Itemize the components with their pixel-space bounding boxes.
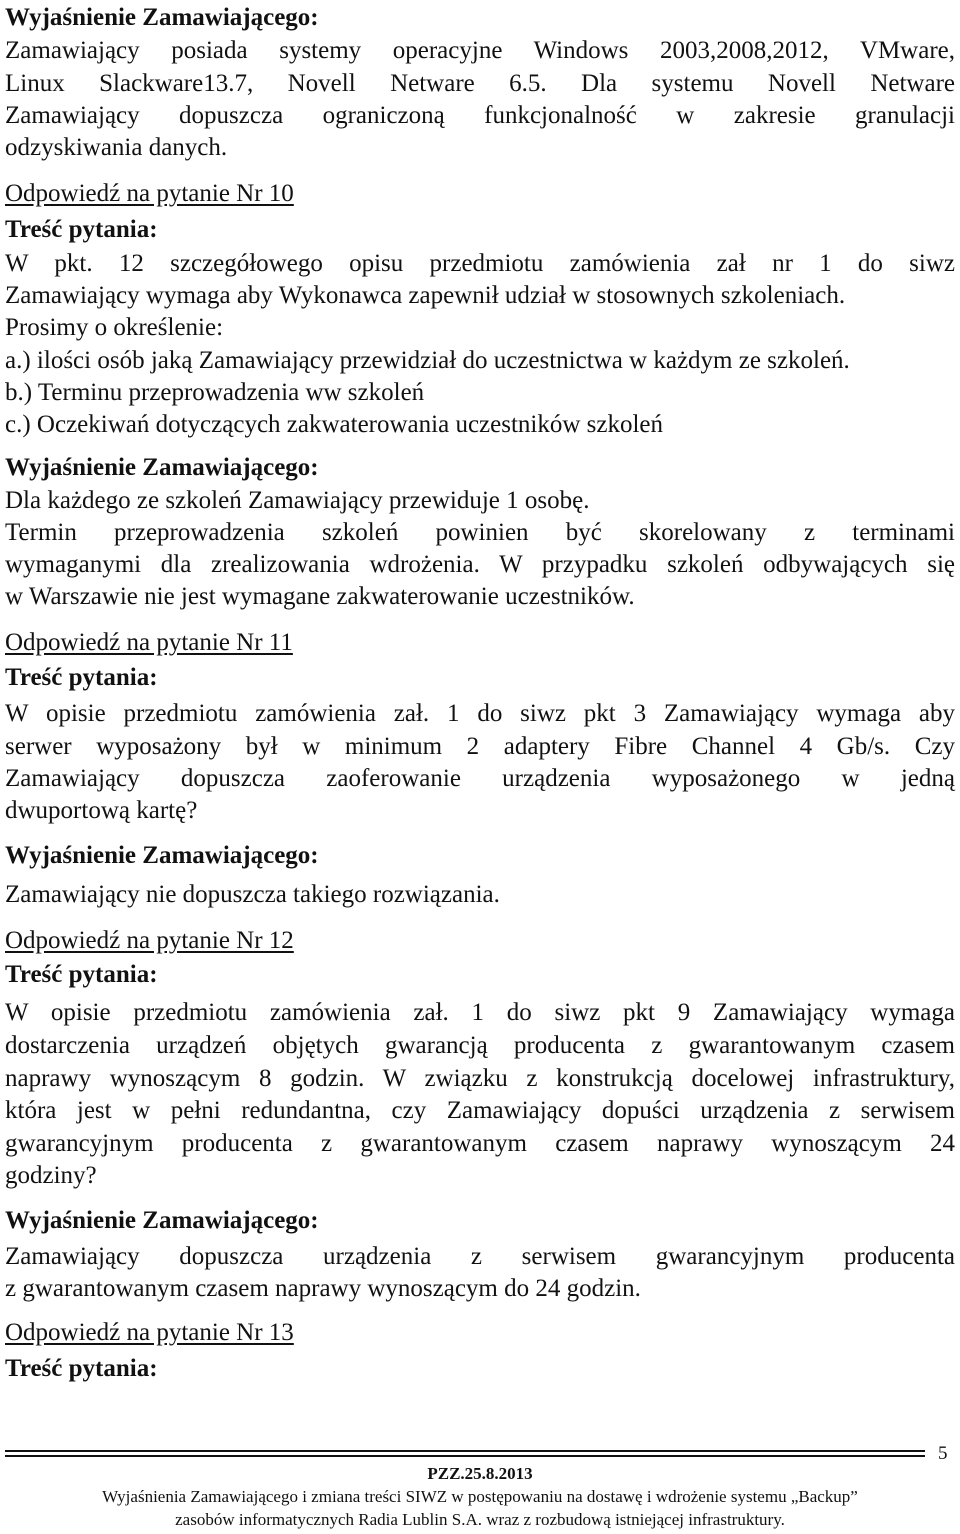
- question-heading: Odpowiedź na pytanie Nr 13: [5, 1319, 294, 1346]
- body-text-line: a.) ilości osób jaką Zamawiający przewidział do uczestnictwa w każdym ze szkoleń.: [5, 347, 850, 374]
- footer-code: PZZ.25.8.2013: [427, 1464, 533, 1483]
- section-heading: Treść pytania:: [5, 961, 158, 988]
- body-text-line: z gwarantowanym czasem naprawy wynoszącym do 24 godzin.: [5, 1275, 641, 1302]
- question-heading: Odpowiedź na pytanie Nr 10: [5, 180, 294, 207]
- page-number: 5: [938, 1443, 948, 1464]
- body-text-line: w Warszawie nie jest wymagane zakwaterowanie uczestników.: [5, 583, 635, 610]
- body-text-line: odzyskiwania danych.: [5, 134, 228, 161]
- section-heading: Treść pytania:: [5, 216, 158, 243]
- body-text-line: Zamawiający wymaga aby Wykonawca zapewnił udział w stosownych szkoleniach.: [5, 282, 846, 309]
- body-text-line: Dla każdego ze szkoleń Zamawiający przewiduje 1 osobę.: [5, 487, 590, 514]
- body-text-line: W pkt. 12 szczegółowego opisu przedmiotu zamówienia zał nr 1 do siwz: [5, 250, 955, 277]
- body-text-line: gwarancyjnym producenta z gwarantowanym czasem naprawy wynoszącym 24: [5, 1130, 955, 1157]
- body-text-line: Zamawiający posiada systemy operacyjne Windows 2003,2008,2012, VMware,: [5, 37, 955, 64]
- body-text-line: dostarczenia urządzeń objętych gwarancją producenta z gwarantowanym czasem: [5, 1032, 955, 1059]
- body-text-line: naprawy wynoszącym 8 godzin. W związku z konstrukcją docelowej infrastruktury,: [5, 1065, 955, 1092]
- body-text-line: Linux Slackware13.7, Novell Netware 6.5. Dla systemu Novell Netware: [5, 70, 955, 97]
- body-text-line: Zamawiający nie dopuszcza takiego rozwiązania.: [5, 881, 500, 908]
- body-text-line: Termin przeprowadzenia szkoleń powinien być skorelowany z terminami: [5, 519, 955, 546]
- body-text-line: serwer wyposażony był w minimum 2 adaptery Fibre Channel 4 Gb/s. Czy: [5, 733, 955, 760]
- section-heading: Wyjaśnienie Zamawiającego:: [5, 842, 319, 869]
- body-text-line: c.) Oczekiwań dotyczących zakwaterowania uczestników szkoleń: [5, 411, 664, 438]
- body-text-line: W opisie przedmiotu zamówienia zał. 1 do siwz pkt 9 Zamawiający wymaga: [5, 999, 955, 1026]
- footer-line-2: zasobów informatycznych Radia Lublin S.A. wraz z rozbudową istniejącej infrastruktury.: [175, 1510, 785, 1529]
- body-text-line: wymaganymi dla zrealizowania wdrożenia. W przypadku szkoleń odbywających się: [5, 551, 955, 578]
- body-text-line: b.) Terminu przeprowadzenia ww szkoleń: [5, 379, 425, 406]
- question-heading: Odpowiedź na pytanie Nr 12: [5, 927, 294, 954]
- section-heading: Wyjaśnienie Zamawiającego:: [5, 4, 319, 31]
- body-text-line: W opisie przedmiotu zamówienia zał. 1 do siwz pkt 3 Zamawiający wymaga aby: [5, 700, 955, 727]
- section-heading: Treść pytania:: [5, 664, 158, 691]
- footer-rule-top: [5, 1450, 925, 1452]
- body-text-line: Zamawiający dopuszcza urządzenia z serwisem gwarancyjnym producenta: [5, 1243, 955, 1270]
- section-heading: Treść pytania:: [5, 1355, 158, 1382]
- section-heading: Wyjaśnienie Zamawiającego:: [5, 454, 319, 481]
- footer-rule-bottom: [5, 1455, 925, 1457]
- body-text-line: Zamawiający dopuszcza ograniczoną funkcjonalność w zakresie granulacji: [5, 102, 955, 129]
- section-heading: Wyjaśnienie Zamawiającego:: [5, 1207, 319, 1234]
- body-text-line: która jest w pełni redundantna, czy Zamawiający dopuści urządzenia z serwisem: [5, 1097, 955, 1124]
- body-text-line: Prosimy o określenie:: [5, 314, 224, 341]
- question-heading: Odpowiedź na pytanie Nr 11: [5, 629, 293, 656]
- body-text-line: dwuportową kartę?: [5, 797, 198, 824]
- body-text-line: godziny?: [5, 1162, 97, 1189]
- footer-line-1: Wyjaśnienia Zamawiającego i zmiana treści SIWZ w postępowaniu na dostawę i wdrożenie systemu „Backup”: [102, 1487, 858, 1506]
- body-text-line: Zamawiający dopuszcza zaoferowanie urządzenia wyposażonego w jedną: [5, 765, 955, 792]
